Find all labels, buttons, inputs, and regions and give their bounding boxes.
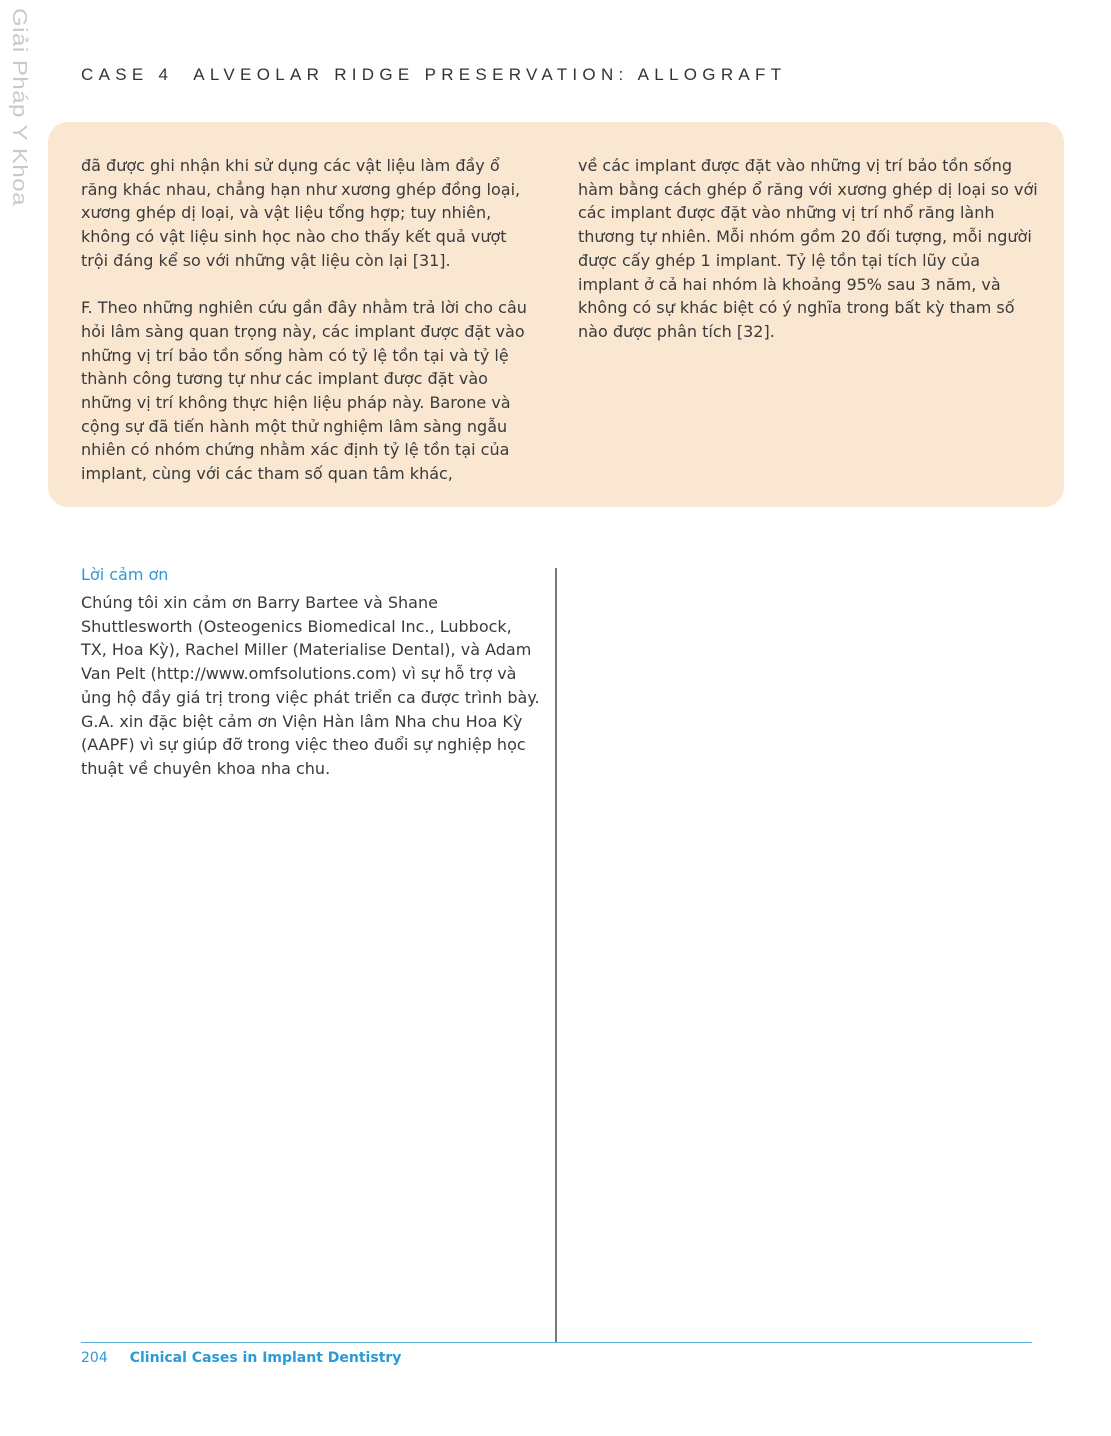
acknowledgement-body: Chúng tôi xin cảm ơn Barry Bartee và Shane Shuttlesworth (Osteogenics Biomedical Inc., Lubbock, TX, Hoa Kỳ), Rachel Miller (Materialise Dental), và Adam Van Pelt (http://www.omfsolutions.com) vì sự hỗ trợ và ủng hộ đầy giá trị trong việc phát triển ca được trình bày. G.A. xin đặc biệt cảm ơn Viện Hàn lâm Nha chu Hoa Kỳ (AAPF) vì sự giúp đỡ trong việc theo đuổi sự nghiệp học thuật về chuyên khoa nha chu. bbox=[81, 593, 540, 778]
box-paragraph: F. Theo những nghiên cứu gần đây nhằm trả lời cho câu hỏi lâm sàng quan trọng này, các implant được đặt vào những vị trí bảo tồn sống hàm có tỷ lệ tồn tại và tỷ lệ thành công tương tự như các implant được đặt vào những vị trí không thực hiện liệu pháp này. Barone và cộng sự đã tiến hành một thử nghiệm lâm sàng ngẫu nhiên có nhóm chứng nhằm xác định tỷ lệ tồn tại của implant, cùng với các tham số quan tâm khác, bbox=[81, 298, 527, 484]
page-footer bbox=[81, 1350, 401, 1366]
column-divider bbox=[555, 568, 557, 1343]
running-header bbox=[81, 65, 786, 85]
case-title: ALVEOLAR RIDGE PRESERVATION: ALLOGRAFT bbox=[193, 65, 787, 84]
box-paragraph: đã được ghi nhận khi sử dụng các vật liệu làm đầy ổ răng khác nhau, chẳng hạn như xương ghép đồng loại, xương ghép dị loại, và vật liệu tổng hợp; tuy nhiên, không có vật liệu sinh học nào cho thấy kết quả vượt trội đáng kể so với những vật liệu còn lại [31]. bbox=[81, 156, 521, 270]
highlight-box bbox=[48, 122, 1064, 507]
box-left-column bbox=[81, 154, 531, 486]
footer-rule bbox=[81, 1342, 1032, 1343]
box-right-column bbox=[578, 154, 1038, 344]
acknowledgement-heading: Lời cảm ơn bbox=[81, 565, 169, 584]
box-paragraph: về các implant được đặt vào những vị trí bảo tồn sống hàm bằng cách ghép ổ răng với xương ghép dị loại so với các implant được đặt vào những vị trí nhổ răng lành thương tự nhiên. Mỗi nhóm gồm 20 đối tượng, mỗi người được cấy ghép 1 implant. Tỷ lệ tồn tại tích lũy của implant ở cả hai nhóm là khoảng 95% sau 3 năm, và không có sự khác biệt có ý nghĩa trong bất kỳ tham số nào được phân tích [32]. bbox=[578, 156, 1038, 341]
page-number: 204 bbox=[81, 1350, 108, 1366]
watermark-text: Giải Pháp Y Khoa bbox=[7, 8, 31, 206]
case-label: CASE 4 bbox=[81, 65, 174, 84]
watermark bbox=[0, 8, 38, 206]
book-title: Clinical Cases in Implant Dentistry bbox=[129, 1350, 402, 1366]
